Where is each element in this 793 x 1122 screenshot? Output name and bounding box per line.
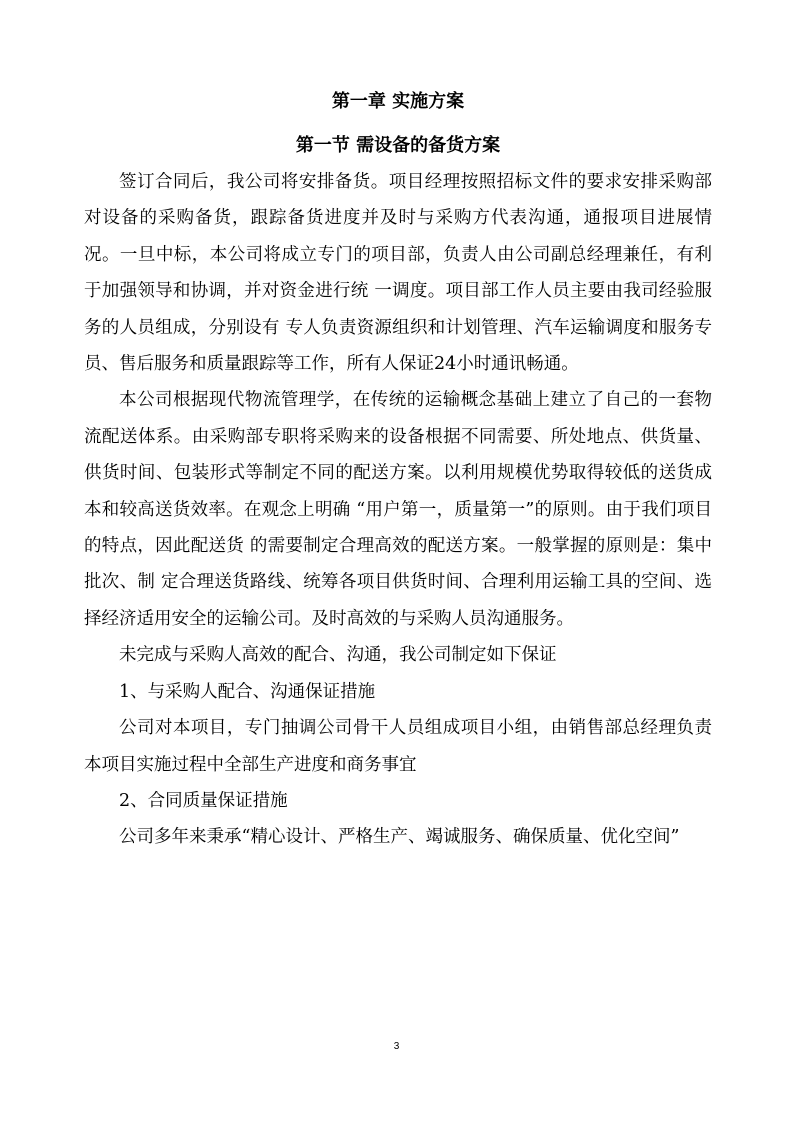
body-text bbox=[84, 164, 712, 856]
paragraph-stocking: 签订合同后，我公司将安排备货。项目经理按照招标文件的要求安排采购部对设备的采购备货，跟踪备货进度并及时与采购方代表沟通，通报项目进展情况。一旦中标，本公司将成立专门的项目部，负责人由公司副总经理兼任，有利于加强领导和协调，并对资金进行统 一调度。项目部工作人员主要由我司经验服务的人员组成，分别设有 专人负责资源组织和计划管理、汽车运输调度和服务专员、售后服务和质量跟踪等工作，所有人保证24小时通讯畅通。 bbox=[84, 172, 712, 375]
paragraph-guarantee-intro: 未完成与采购人高效的配合、沟通，我公司制定如下保证 bbox=[119, 645, 557, 666]
chapter-title: 第一章 实施方案 bbox=[331, 91, 465, 112]
section-title: 第一节 需设备的备货方案 bbox=[295, 135, 501, 156]
heading-quality-measures: 2、合同质量保证措施 bbox=[119, 790, 288, 811]
page-number: 3 bbox=[393, 1041, 400, 1052]
paragraph-logistics: 本公司根据现代物流管理学，在传统的运输概念基础上建立了自己的一套物流配送体系。由采购部专职将采购来的设备根据不同需要、所处地点、供货量、供货时间、包装形式等制定不同的配送方案。以利用规模优势取得较低的送货成本和较高送货效率。在观念上明确 “用户第一，质量第一”的原则。由于我们项目的特点，因此配送货 的需要制定合理高效的配送方案。一般掌握的原则是：集中批次、制 定合理送货路线、统筹各项目供货时间、合理利用运输工具的空间、选择经济适用安全的运输公司。及时高效的与采购人员沟通服务。 bbox=[84, 390, 712, 629]
paragraph-project-team: 公司对本项目，专门抽调公司骨干人员组成项目小组，由销售部总经理负责本项目实施过程中全部生产进度和商务事宜 bbox=[84, 718, 712, 775]
document-page bbox=[84, 84, 712, 856]
paragraph-company-principles: 公司多年来秉承“精心设计、严格生产、竭诚服务、确保质量、优化空间” bbox=[119, 827, 680, 848]
heading-cooperation-measures: 1、与采购人配合、沟通保证措施 bbox=[119, 681, 376, 702]
